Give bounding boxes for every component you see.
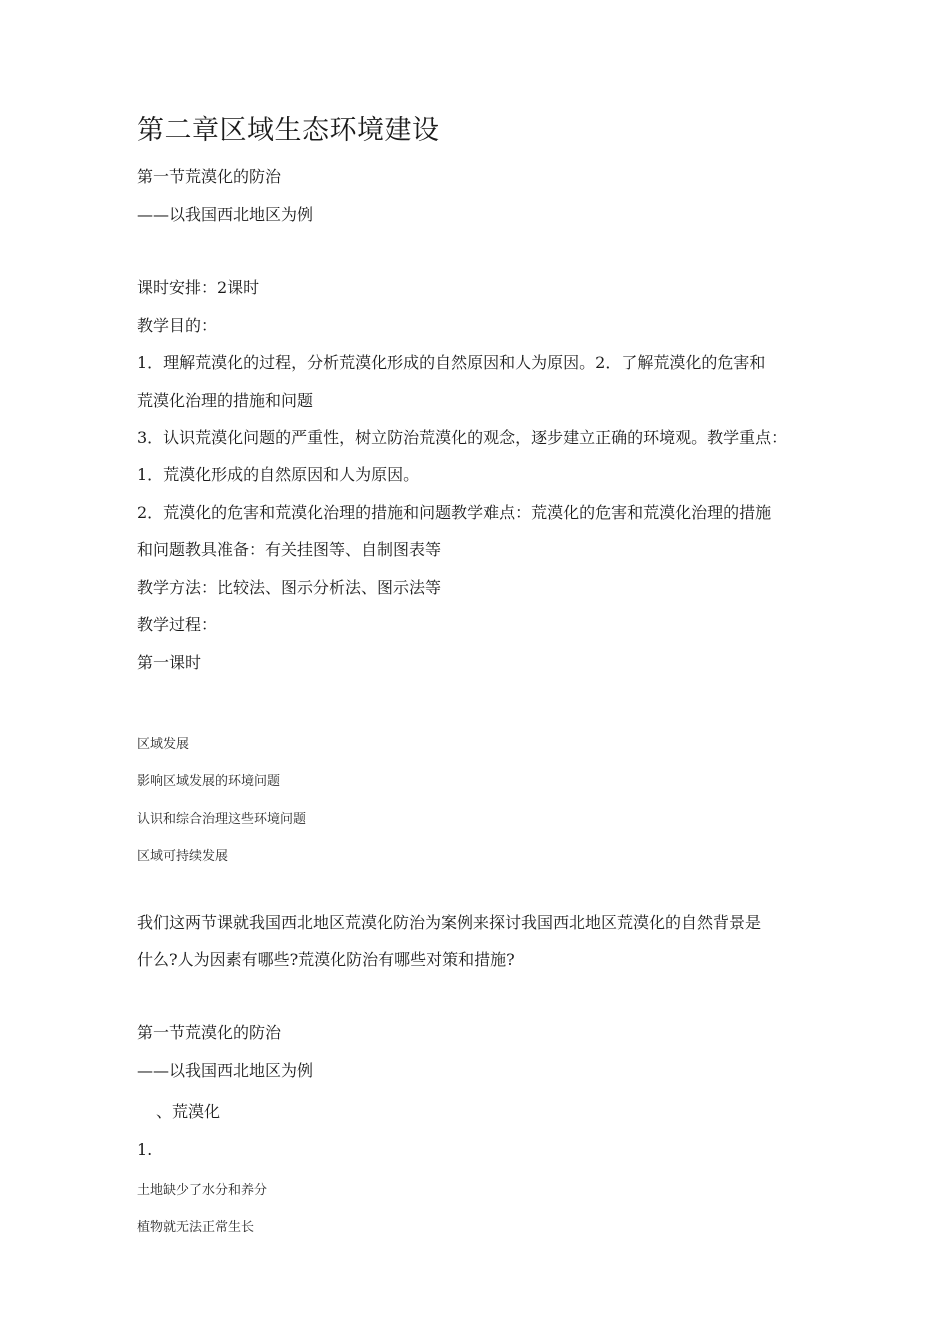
key-point-line: 和问题教具准备：有关挂图等、自制图表等 xyxy=(137,540,442,559)
item-number: 1. xyxy=(137,1140,153,1159)
document-title: 第二章区域生态环境建设 xyxy=(137,115,440,146)
intro-line: 我们这两节课就我国西北地区荒漠化防治为案例来探讨我国西北地区荒漠化的自然背景是 xyxy=(137,913,762,932)
key-point-line: 2．荒漠化的危害和荒漠化治理的措施和问题教学难点：荒漠化的危害和荒漠化治理的措施 xyxy=(137,503,772,522)
section-subtitle: ——以我国西北地区为例 xyxy=(137,1061,314,1080)
section-title: 第一节荒漠化的防治 xyxy=(137,1023,282,1042)
key-point-line: 1．荒漠化形成的自然原因和人为原因。 xyxy=(137,465,420,484)
small-item: 土地缺少了水分和养分 xyxy=(137,1183,268,1198)
small-item: 植物就无法正常生长 xyxy=(137,1220,255,1235)
objective-line: 1．理解荒漠化的过程，分析荒漠化形成的自然原因和人为原因。2．了解荒漠化的危害和 xyxy=(137,353,766,372)
objective-line: 荒漠化治理的措施和问题 xyxy=(137,391,314,410)
heading-desertification: 、荒漠化 xyxy=(156,1102,221,1121)
section-subtitle: ——以我国西北地区为例 xyxy=(137,205,314,224)
diagram-item: 认识和综合治理这些环境问题 xyxy=(137,812,307,827)
diagram-item: 影响区域发展的环境问题 xyxy=(137,774,281,789)
class-schedule: 课时安排：2课时 xyxy=(137,278,260,297)
objective-line: 3．认识荒漠化问题的严重性，树立防治荒漠化的观念，逐步建立正确的环境观。教学重点： xyxy=(137,428,788,447)
diagram-item: 区域可持续发展 xyxy=(137,849,229,864)
intro-line: 什么?人为因素有哪些?荒漠化防治有哪些对策和措施? xyxy=(137,950,515,969)
objectives-heading: 教学目的： xyxy=(137,316,218,335)
diagram-item: 区域发展 xyxy=(137,737,190,752)
section-title: 第一节荒漠化的防治 xyxy=(137,167,282,186)
lesson-one-label: 第一课时 xyxy=(137,653,202,672)
process-heading: 教学过程： xyxy=(137,615,218,634)
teaching-methods: 教学方法：比较法、图示分析法、图示法等 xyxy=(137,578,442,597)
